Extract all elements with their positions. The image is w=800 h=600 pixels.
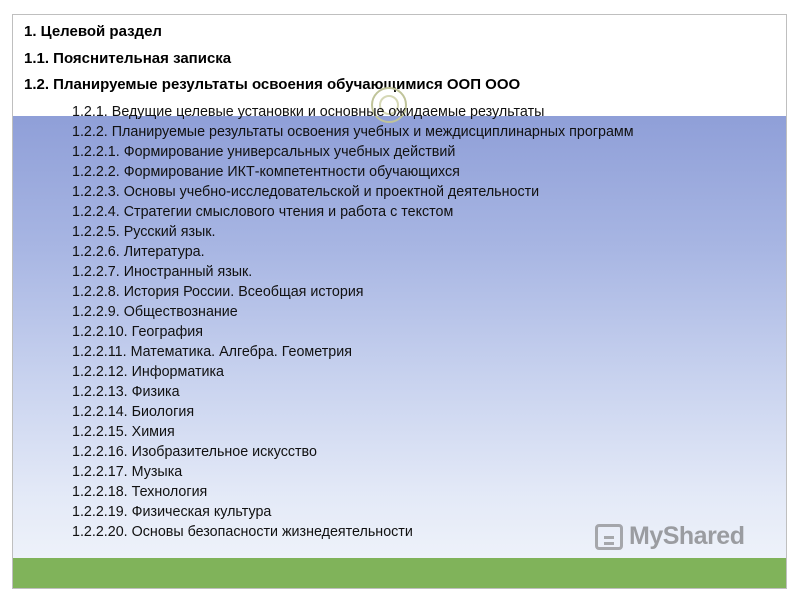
planned-results-heading: 1.2. Планируемые результаты освоения обучающимися ООП ООО [24,76,521,93]
toc-item: 1.2.2.8. История России. Всеобщая история [72,284,364,300]
toc-item: 1.2.2.5. Русский язык. [72,224,216,240]
toc-item: 1.2.2.12. Информатика [72,364,225,380]
explanatory-note-heading: 1.1. Пояснительная записка [24,50,232,67]
toc-item: 1.2.2.19. Физическая культура [72,504,272,520]
section-heading: 1. Целевой раздел [24,23,162,40]
toc-item: 1.2.2.16. Изобразительное искусство [72,444,317,460]
toc-item: 1.2.2.13. Физика [72,384,180,400]
toc-item: 1.2.2.6. Литература. [72,244,205,260]
toc-item: 1.2.2.10. География [72,324,203,340]
toc-item: 1.2.2.9. Обществознание [72,304,238,320]
toc-item: 1.2.2.20.Основы безопасности жизнедеятельности [72,524,413,540]
toc-item: 1.2.2.15. Химия [72,424,175,440]
toc-item: 1.2.2.18. Технология [72,484,208,500]
toc-item: 1.2.2.14. Биология [72,404,195,420]
toc-item: 1.2.2.2. Формирование ИКТ-компетентности обучающихся [72,164,460,180]
toc-item: 1.2.2.4. Стратегии смыслового чтения и работа с текстом [72,204,454,220]
toc-item: 1.2.2.1. Формирование универсальных учебных действий [72,144,456,160]
toc-item: 1.2.2. Планируемые результаты освоения учебных и междисциплинарных программ [72,124,634,140]
myshared-watermark[interactable] [595,522,744,551]
toc-item: 1.2.2.17. Музыка [72,464,183,480]
watermark-text: MyShared [629,522,745,550]
presentation-icon [595,524,623,550]
toc-item: 1.2.2.3. Основы учебно-исследовательской и проектной деятельности [72,184,540,200]
toc-item: 1.2.1. Ведущие целевые установки и основные ожидаемые результаты [72,104,545,120]
toc-item: 1.2.2.7. Иностранный язык. [72,264,253,280]
toc-item: 1.2.2.11. Математика. Алгебра. Геометрия [72,344,352,360]
slide [12,14,787,589]
table-of-contents [72,102,634,542]
footer-bar [13,558,786,588]
